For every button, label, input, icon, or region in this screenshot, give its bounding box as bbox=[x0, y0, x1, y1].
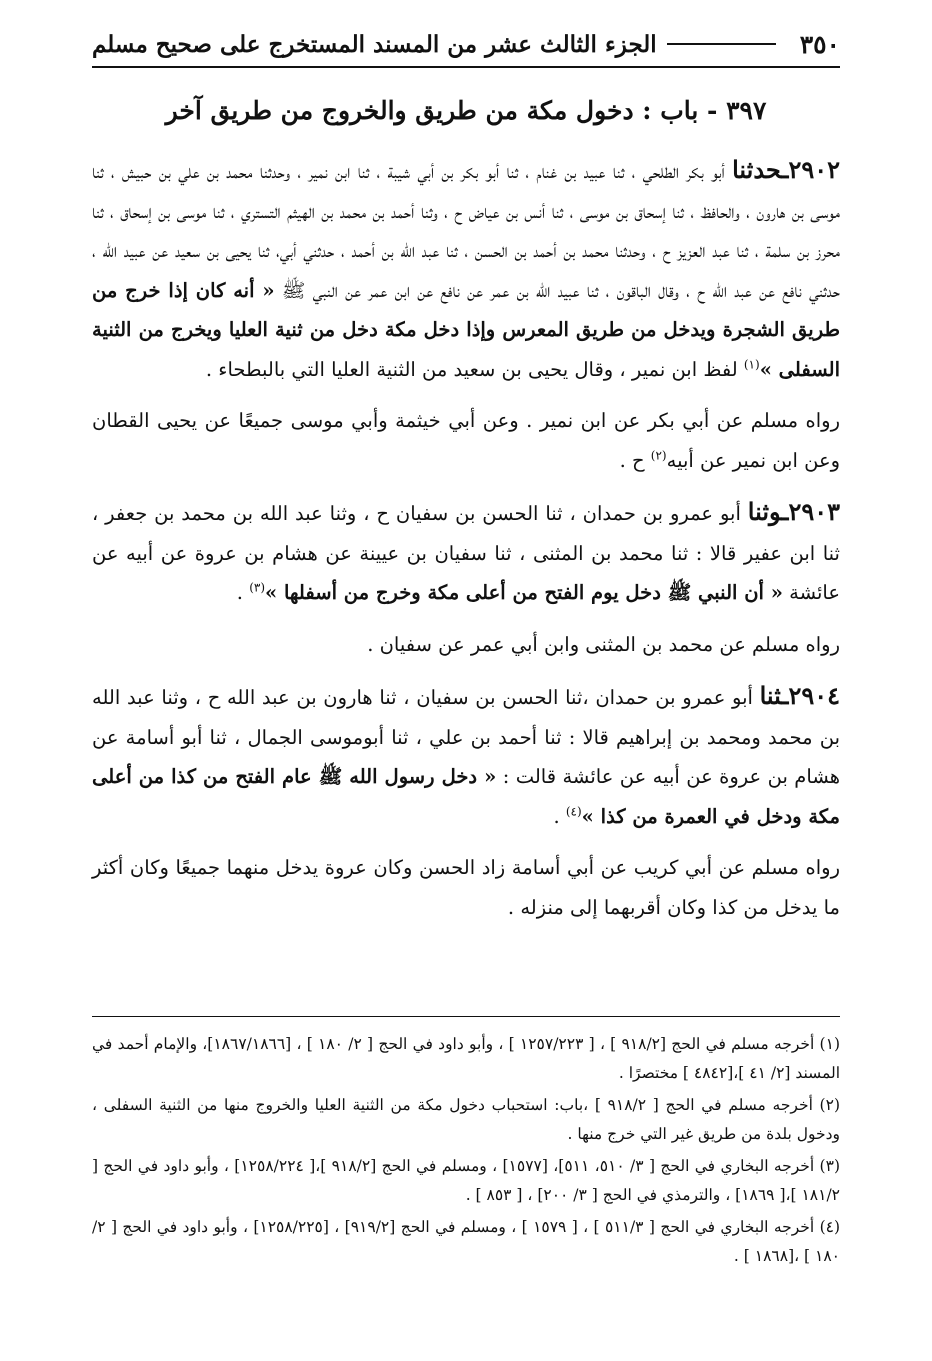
hadith-matn: « أن النبي ﷺ دخل يوم الفتح من أعلى مكة وخرج من أسفلها » bbox=[265, 581, 783, 604]
riwaya-text: رواه مسلم عن أبي بكر عن ابن نمير . وعن أبي خيثمة وأبي موسى جميعًا عن يحيى القطان وعن ابن نمير عن أبيه bbox=[92, 409, 840, 472]
hadith-isnad: أبو عمرو بن حمدان ،ثنا الحسن بن سفيان ، ثنا هارون بن عبد الله ح ، وثنا عبد الله بن محمد ومحمد بن إبراهيم قالا : ثنا أحمد بن علي ، ثنا أبوموسى الجمال ، ثنا أبو أسامة عن هشام بن عروة عن أبيه عن عائشة قالت : bbox=[92, 686, 840, 788]
hadith-number: ٢٩٠٤ bbox=[788, 681, 840, 710]
running-title: الجزء الثالث عشر من المسند المستخرج على صحيح مسلم bbox=[92, 30, 657, 58]
footnote: (٣) أخرجه البخاري في الحج [ ٣/ ٥١٠، ٥١١]، [١٥٧٧] ، ومسلم في الحج [٩١٨/٢ ]،[ ١٢٥٨/٢٢٤] ، وأبو داود في الحج [ ١٨١/٢ ]،[ ١٨٦٩] ، والترمذي في الحج [ ٣/ ٢٠٠] ، [ ٨٥٣ ] . bbox=[92, 1157, 840, 1204]
hadith-matn: « دخل رسول الله ﷺ عام الفتح من كذا من أعلى مكة ودخل في العمرة من كذا » bbox=[92, 765, 840, 828]
footnote: (٢) أخرجه مسلم في الحج [ ٩١٨/٢ ] ،باب: استحباب دخول مكة من الثنية العليا والخروج منها من الثنية السفلى ، ودخول بلدة من طريق غير التي خرج منها . bbox=[92, 1096, 840, 1143]
hadith-verb: ـثنا bbox=[759, 681, 789, 710]
hadith-verb: ـحدثنا bbox=[732, 155, 789, 184]
riwaya-tail: ح . bbox=[619, 448, 651, 472]
hadith-matn: « أنه كان إذا خرج من طريق الشجرة ويدخل من طريق المعرس وإذا دخل مكة دخل من ثنية العليا ويخرج من الثنية السفلى » bbox=[92, 278, 840, 381]
riwaya-note bbox=[92, 401, 840, 480]
riwaya-text: رواه مسلم عن محمد بن المثنى وابن أبي عمر عن سفيان . bbox=[367, 632, 840, 656]
footnotes bbox=[92, 1030, 840, 1274]
page-body bbox=[92, 150, 840, 939]
hadith-2903 bbox=[92, 492, 840, 613]
hadith-tail: . bbox=[236, 581, 250, 604]
hadith-2904 bbox=[92, 676, 840, 836]
hadith-isnad: أبو بكر الطلحي ، ثنا عبيد بن غنام ، ثنا أبو بكر بن أبي شيبة ، ثنا ابن نمير ، وحدثنا محمد بن علي بن حبيش ، ثنا موسى بن هارون ، والحافظ ، ثنا إسحاق بن موسى ، ثنا أنس بن عياض ح ، وثنا أحمد بن محمد بن الهيثم التستري ، ثنا موسى بن إسحاق ، ثنا محرز بن سلمة ، ثنا عبد العزيز ح ، وحدثنا محمد بن أحمد بن الحسن ، ثنا عبد الله بن أحمد ، حدثني أبي، ثنا يحيى بن سعيد عن عبيد الله ، حدثني نافع عن عبد الله ح ، وقال الباقون ، ثنا عبيد الله بن عمر عن نافع عن ابن عمر عن النبي ﷺ bbox=[92, 160, 841, 302]
hadith-isnad: أبو عمرو بن حمدان ، ثنا الحسن بن سفيان ح ، وثنا عبد الله بن محمد بن جعفر ، ثنا ابن عفير قالا : ثنا محمد بن المثنى ، ثنا سفيان بن عيينة عن هشام بن عروة عن أبيه عن عائشة bbox=[92, 502, 840, 604]
footnote: (٤) أخرجه البخاري في الحج [ ٥١١/٣ ] ، [ ١٥٧٩ ] ، ومسلم في الحج [٩١٩/٢] ، [١٢٥٨/٢٢٥] ، وأبو داود في الحج [ ٢/ ١٨٠ ] ،[١٨٦٨ ] . bbox=[92, 1218, 841, 1265]
hadith-2902 bbox=[92, 150, 840, 389]
page-number: ٣٥٠ bbox=[799, 29, 840, 59]
header-rule bbox=[667, 43, 776, 45]
chapter-title: ٣٩٧ - باب : دخول مكة من طريق والخروج من طريق آخر bbox=[165, 96, 767, 125]
footnote-ref: (٣) bbox=[249, 580, 266, 595]
footnote-ref: (١) bbox=[743, 357, 760, 371]
riwaya-note bbox=[92, 625, 840, 665]
footnote-ref: (٢) bbox=[650, 448, 667, 462]
footnote-separator bbox=[92, 1016, 840, 1017]
footnote: (١) أخرجه مسلم في الحج [٩١٨/٢ ] ، [ ١٢٥٧/٢٢٣ ] ، وأبو داود في الحج [ ٢/ ١٨٠ ] ، [١٨٦٧/١٨٦٦]، والإمام أحمد في المسند [٢/ ٤١ ]،[٤٨٤٢ ] مختصرًا . bbox=[92, 1035, 840, 1082]
riwaya-note bbox=[92, 848, 840, 927]
hadith-verb: ـوثنا bbox=[747, 497, 789, 526]
hadith-number: ٢٩٠٢ bbox=[788, 155, 840, 184]
footnote-ref: (٤) bbox=[565, 804, 582, 818]
riwaya-text: رواه مسلم عن أبي كريب عن أبي أسامة زاد الحسن وكان عروة يدخل منهما جميعًا وكان أكثر ما يدخل من كذا وكان أقربهما إلى منزله . bbox=[92, 856, 840, 919]
hadith-tail: . bbox=[553, 804, 566, 828]
page-header bbox=[92, 22, 840, 68]
hadith-tail: لفظ ابن نمير ، وقال يحيى بن سعيد من الثنية العليا التي بالبطحاء . bbox=[205, 357, 744, 381]
hadith-number: ٢٩٠٣ bbox=[788, 497, 840, 526]
